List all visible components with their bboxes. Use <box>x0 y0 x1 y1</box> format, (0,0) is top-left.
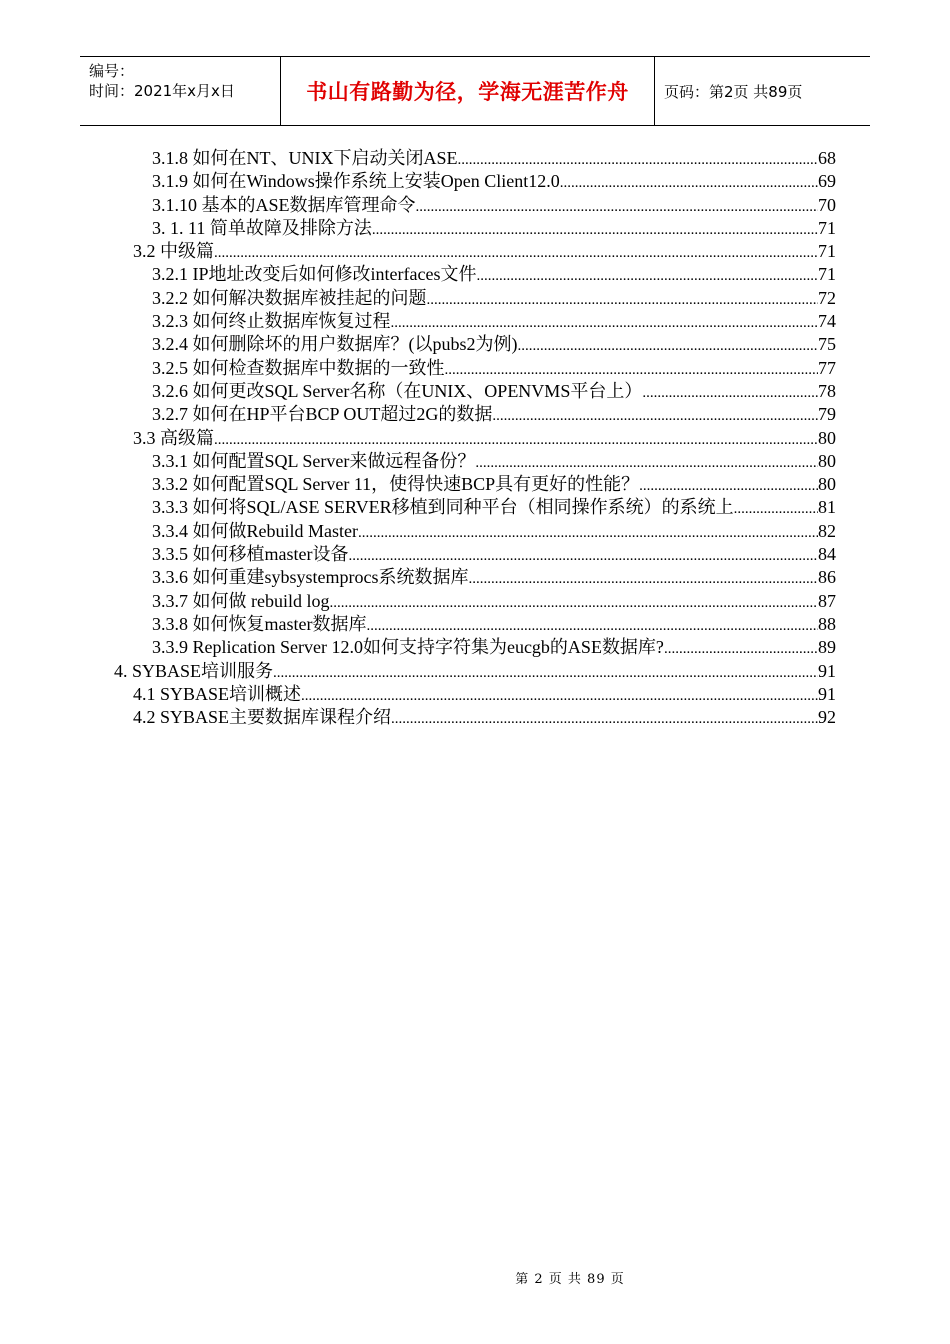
toc-entry-page: 82 <box>818 520 836 541</box>
date-label: 时间：2021年x月x日 <box>89 82 235 100</box>
toc-entry-title: 3.3.4 如何做Rebuild Master <box>152 520 358 541</box>
toc-entry-title: 3.3 高级篇 <box>133 427 214 448</box>
toc-dot-leader <box>214 242 818 265</box>
toc-entry-page: 80 <box>818 474 836 495</box>
toc-dot-leader <box>560 172 818 195</box>
toc-entry[interactable] <box>0 357 836 380</box>
toc-dot-leader <box>734 498 818 521</box>
toc-entry-title: 3.3.8 如何恢复master数据库 <box>152 613 367 634</box>
toc-entry[interactable] <box>0 240 836 263</box>
toc-dot-leader <box>330 592 819 615</box>
toc-entry[interactable] <box>0 636 836 659</box>
toc-entry[interactable] <box>0 706 836 729</box>
toc-entry-title: 3.2 中级篇 <box>133 241 214 262</box>
toc-entry-title: 3.1.10 基本的ASE数据库管理命令 <box>152 194 416 215</box>
toc-dot-leader <box>366 615 818 638</box>
toc-entry-page: 71 <box>818 241 836 262</box>
toc-entry[interactable] <box>0 427 836 450</box>
toc-entry[interactable] <box>0 217 836 240</box>
toc-entry[interactable] <box>0 403 836 426</box>
toc-entry-page: 72 <box>818 287 836 308</box>
toc-entry-title: 4.1 SYBASE培训概述 <box>133 683 302 704</box>
toc-entry-page: 75 <box>818 334 836 355</box>
toc-entry[interactable] <box>0 147 836 170</box>
toc-entry-title: 3.3.2 如何配置SQL Server 11，使得快速BCP具有更好的性能？ <box>152 474 640 495</box>
toc-entry[interactable] <box>0 520 836 543</box>
toc-entry[interactable] <box>0 287 836 310</box>
header-page-info: 页码：第2页 共89页 <box>664 82 803 101</box>
toc-entry-title: 3.1.9 如何在Windows操作系统上安装Open Client12.0 <box>152 171 560 192</box>
toc-entry[interactable] <box>0 613 836 636</box>
toc-entry-page: 71 <box>818 264 836 285</box>
toc-entry-title: 3.3.5 如何移植master设备 <box>152 544 349 565</box>
toc-entry[interactable] <box>0 473 836 496</box>
toc-entry-page: 84 <box>818 544 836 565</box>
toc-entry-page: 87 <box>818 590 836 611</box>
toc-dot-leader <box>214 429 818 452</box>
toc-dot-leader <box>391 312 819 335</box>
toc-entry-page: 71 <box>818 217 836 238</box>
footer-page-number: 第 2 页 共 89 页 <box>515 1272 625 1287</box>
toc-dot-leader <box>348 545 818 568</box>
toc-dot-leader <box>301 685 818 708</box>
toc-dot-leader <box>273 662 818 685</box>
toc-dot-leader <box>492 405 818 428</box>
toc-entry[interactable] <box>0 566 836 589</box>
toc-entry-title: 3.1.8 如何在NT、UNIX下启动关闭ASE <box>152 148 458 168</box>
toc-entry-title: 3.3.1 如何配置SQL Server来做远程备份？ <box>152 450 476 471</box>
toc-entry-page: 88 <box>818 613 836 634</box>
toc-entry[interactable] <box>0 590 836 613</box>
toc-dot-leader <box>642 382 818 405</box>
toc-entry-title: 3.2.6 如何更改SQL Server名称（在UNIX、OPENVMS平台上） <box>152 380 643 401</box>
toc-entry-page: 69 <box>818 171 836 192</box>
toc-entry-title: 4. SYBASE培训服务 <box>114 660 274 681</box>
toc-entry-title: 3.3.7 如何做 rebuild log <box>152 590 330 611</box>
toc-entry-page: 91 <box>818 683 836 704</box>
toc-dot-leader <box>476 265 818 288</box>
toc-entry[interactable] <box>0 194 836 217</box>
toc-entry-title: 3.2.4 如何删除坏的用户数据库？(以pubs2为例) <box>152 334 518 355</box>
toc-dot-leader <box>458 149 819 172</box>
toc-entry-title: 3.3.9 Replication Server 12.0如何支持字符集为eucgb的ASE数据库? <box>152 637 664 658</box>
toc-dot-leader <box>664 638 818 661</box>
toc-dot-leader <box>469 568 819 591</box>
toc-dot-leader <box>518 335 819 358</box>
toc-dot-leader <box>358 522 818 545</box>
toc-entry-title: 3.2.1 IP地址改变后如何修改interfaces文件 <box>152 264 477 285</box>
toc-dot-leader <box>427 289 819 312</box>
toc-entry-page: 77 <box>818 357 836 378</box>
toc-entry-page: 89 <box>818 637 836 658</box>
header-motto: 书山有路勤为径，学海无涯苦作舟 <box>281 57 655 125</box>
page-header <box>80 56 870 126</box>
toc-entry-page: 80 <box>818 427 836 448</box>
serial-number-label: 编号： <box>89 62 135 80</box>
toc-entry-title: 3.2.7 如何在HP平台BCP OUT超过2G的数据 <box>152 404 493 425</box>
toc-entry-page: 74 <box>818 311 836 332</box>
toc-dot-leader <box>445 359 819 382</box>
toc-entry[interactable] <box>0 543 836 566</box>
toc-entry-page: 70 <box>818 194 836 215</box>
toc-entry-title: 3.3.3 如何将SQL/ASE SERVER移植到同种平台（相同操作系统）的系统上 <box>152 497 734 518</box>
toc-entry[interactable] <box>0 660 836 683</box>
toc-dot-leader <box>391 708 818 731</box>
toc-entry[interactable] <box>0 310 836 333</box>
toc-entry-title: 3.2.2 如何解决数据库被挂起的问题 <box>152 287 427 308</box>
toc-entry[interactable] <box>0 380 836 403</box>
toc-entry[interactable] <box>0 450 836 473</box>
toc-dot-leader <box>639 475 818 498</box>
toc-entry-page: 92 <box>818 707 836 728</box>
page-footer <box>0 1268 950 1287</box>
toc-entry-page: 68 <box>818 148 836 168</box>
toc-entry-page: 79 <box>818 404 836 425</box>
toc-dot-leader <box>372 219 818 242</box>
toc-entry-title: 4.2 SYBASE主要数据库课程介绍 <box>133 707 392 728</box>
toc-entry-page: 86 <box>818 567 836 588</box>
toc-entry-title: 3.2.3 如何终止数据库恢复过程 <box>152 311 391 332</box>
table-of-contents <box>0 147 950 729</box>
toc-dot-leader <box>475 452 818 475</box>
toc-entry-title: 3.2.5 如何检查数据库中数据的一致性 <box>152 357 445 378</box>
toc-entry[interactable] <box>0 263 836 286</box>
toc-dot-leader <box>416 196 818 219</box>
toc-entry-title: 3. 1. 11 简单故障及排除方法 <box>152 217 372 238</box>
toc-entry-page: 81 <box>818 497 836 518</box>
toc-entry-title: 3.3.6 如何重建sybsystemprocs系统数据库 <box>152 567 469 588</box>
toc-entry[interactable] <box>0 333 836 356</box>
header-meta <box>80 57 281 125</box>
toc-entry[interactable] <box>0 683 836 706</box>
toc-entry[interactable] <box>0 170 836 193</box>
toc-entry-page: 91 <box>818 660 836 681</box>
toc-entry-page: 80 <box>818 450 836 471</box>
toc-entry[interactable] <box>0 496 836 519</box>
toc-entry-page: 78 <box>818 380 836 401</box>
